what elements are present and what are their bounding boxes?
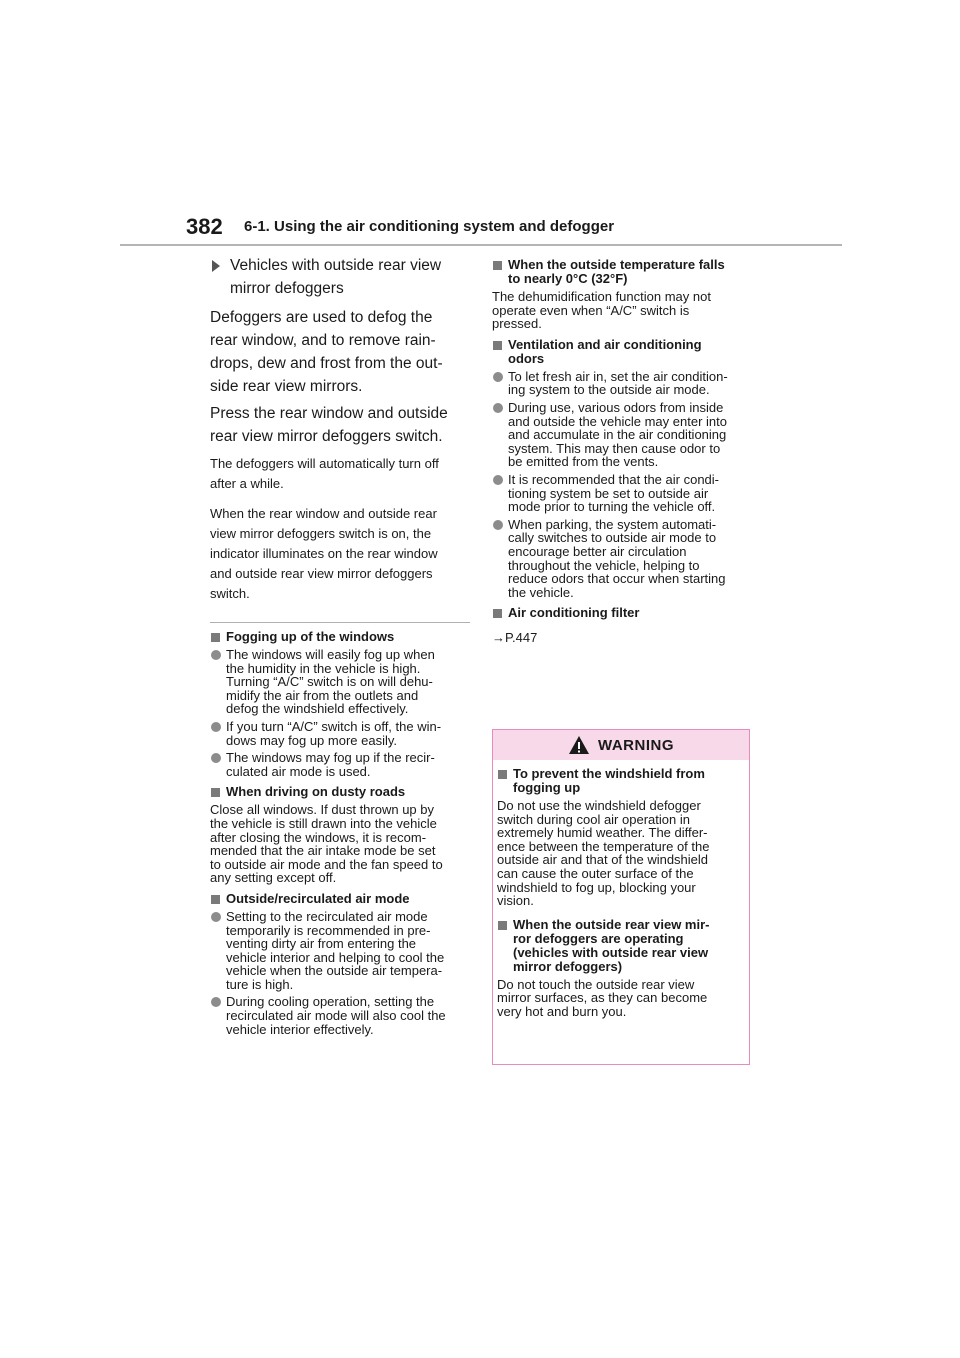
bullet-line: recirculated air mode will also cool the <box>226 1008 446 1024</box>
para-line: mended that the air intake mode be set <box>210 843 436 859</box>
square-marker-icon <box>493 261 502 270</box>
section-heading <box>497 918 745 974</box>
square-marker-icon <box>498 921 507 930</box>
intro-text <box>210 306 470 448</box>
list-item <box>210 751 470 778</box>
section-title <box>508 258 754 286</box>
bullet-line: venting dirty air from entering the <box>226 936 417 952</box>
para-line: Do not use the windshield defogger <box>497 798 701 813</box>
bullet-line: If you turn “A/C” switch is off, the win- <box>226 718 442 734</box>
paragraph <box>497 799 745 908</box>
square-marker-icon <box>493 609 502 618</box>
chapter-title: 6-1. Using the air conditioning system and defogger <box>244 218 615 235</box>
para-line: pressed. <box>492 316 542 332</box>
bullet-line: cally switches to outside air mode to <box>508 530 717 546</box>
intro-line: Defoggers are used to defog the <box>210 309 433 326</box>
square-marker-icon <box>211 788 220 797</box>
bullet-dot-icon <box>493 475 503 485</box>
bullet-line: temporarily is recommended in pre- <box>226 922 431 938</box>
para-line: operate even when “A/C” switch is <box>492 302 690 318</box>
para-line: the vehicle is still drawn into the vehicle <box>210 815 437 831</box>
bullet-dot-icon <box>211 753 221 763</box>
bullet-line: midify the air from the outlets and <box>226 687 419 703</box>
warning-triangle-icon <box>568 735 590 755</box>
heading-line: Vehicles with outside rear view <box>230 257 442 274</box>
warning-title: WARNING <box>598 736 674 754</box>
section-title <box>508 338 754 366</box>
para-line: windshield to fog up, blocking your <box>497 879 696 895</box>
square-marker-icon <box>493 341 502 350</box>
bullet-line: vehicle interior and helping to cool the <box>226 949 445 965</box>
bullet-line: and accumulate in the air conditioning <box>508 427 727 443</box>
para-line: very hot and burn you. <box>497 1003 627 1019</box>
note-line: after a while. <box>210 476 284 491</box>
square-marker-icon <box>211 633 220 642</box>
intro-line: drops, dew and frost from the out- <box>210 355 443 372</box>
section-title-line: mirror defoggers) <box>513 958 623 974</box>
bullet-line: It is recommended that the air condi- <box>508 471 719 487</box>
bullet-line: Turning “A/C” switch is on will dehu- <box>226 674 433 690</box>
note-indicator <box>210 504 470 604</box>
note-line: view mirror defoggers switch is on, the <box>210 526 432 541</box>
section-title <box>513 918 745 974</box>
section-title: Outside/recirculated air mode <box>226 890 410 906</box>
para-line: switch during cool air operation in <box>497 811 690 827</box>
section-title-line: fogging up <box>513 780 581 795</box>
bullet-line: Setting to the recirculated air mode <box>226 908 428 924</box>
bullet-line: tioning system be set to outside air <box>508 485 709 501</box>
bullet-line: and outside the vehicle may enter into <box>508 413 727 429</box>
section-heading <box>210 630 470 644</box>
bullet-line: ture is high. <box>226 976 294 992</box>
section-title: Air conditioning filter <box>508 605 640 621</box>
intro-line: rear window, and to remove rain- <box>210 332 436 349</box>
intro-line: Press the rear window and outside <box>210 405 448 422</box>
bullet-line: mode prior to turning the vehicle off. <box>508 499 716 515</box>
subsection-heading <box>210 254 470 300</box>
paragraph <box>492 290 754 331</box>
bullet-line: The windows may fog up if the recir- <box>226 750 435 766</box>
note-line: indicator illuminates on the rear window <box>210 546 438 561</box>
bullet-line: culated air mode is used. <box>226 763 371 779</box>
bullet-line: reduce odors that occur when starting <box>508 571 726 587</box>
bullet-dot-icon <box>211 997 221 1007</box>
para-line: mirror surfaces, as they can become <box>497 990 708 1006</box>
paragraph <box>497 978 745 1019</box>
section-title-line: When the outside rear view mir- <box>513 916 710 932</box>
bullet-line: system. This may then cause odor to <box>508 440 721 456</box>
bullet-line: be emitted from the vents. <box>508 454 659 470</box>
bullet-line: defog the windshield effectively. <box>226 701 409 717</box>
para-line: The dehumidification function may not <box>492 289 711 304</box>
para-line: vision. <box>497 893 534 909</box>
list-item <box>492 370 754 397</box>
square-marker-icon <box>498 770 507 779</box>
section-title-line: To prevent the windshield from <box>513 766 705 781</box>
note-line: The defoggers will automatically turn off <box>210 456 439 471</box>
bullet-line: When parking, the system automati- <box>508 516 717 532</box>
warning-header <box>493 730 749 760</box>
note-line: When the rear window and outside rear <box>210 506 437 521</box>
warning-box <box>492 729 750 1065</box>
paragraph <box>210 803 470 885</box>
bullet-line: ing system to the outside air mode. <box>508 382 710 398</box>
bullet-line: During use, various odors from inside <box>508 399 724 415</box>
intro-line: side rear view mirrors. <box>210 378 363 395</box>
para-line: to outside air mode and the fan speed to <box>210 856 443 872</box>
section-heading <box>497 767 745 795</box>
bullet-line: the humidity in the vehicle is high. <box>226 660 421 676</box>
bullet-line: dows may fog up more easily. <box>226 732 397 748</box>
square-marker-icon <box>211 895 220 904</box>
list-item <box>492 518 754 600</box>
para-line: ence between the temperature of the <box>497 838 710 854</box>
note-line: switch. <box>210 586 250 601</box>
section-title-line: to nearly 0°C (32°F) <box>508 271 628 286</box>
page-number: 382 <box>186 214 223 239</box>
bullet-line: the vehicle. <box>508 584 574 600</box>
section-title-line: odors <box>508 350 545 366</box>
section-title-line: When the outside temperature falls <box>508 257 725 272</box>
heading-line: mirror defoggers <box>230 280 344 297</box>
bullet-line: During cooling operation, setting the <box>226 994 435 1010</box>
left-column <box>210 254 470 1040</box>
para-line: any setting except off. <box>210 870 337 886</box>
header-rule <box>120 244 842 246</box>
list-item <box>210 910 470 992</box>
bullet-line: The windows will easily fog up when <box>226 647 435 662</box>
para-line: extremely humid weather. The differ- <box>497 825 708 841</box>
bullet-line: throughout the vehicle, helping to <box>508 557 700 573</box>
bullet-line: encourage better air circulation <box>508 543 687 559</box>
para-line: Do not touch the outside rear view <box>497 976 695 992</box>
note-auto-off <box>210 454 470 494</box>
bullet-dot-icon <box>211 912 221 922</box>
section-heading <box>210 785 470 799</box>
bullet-dot-icon <box>493 403 503 413</box>
para-line: Close all windows. If dust thrown up by <box>210 802 434 818</box>
bullet-line: vehicle interior effectively. <box>226 1021 374 1037</box>
intro-line: rear view mirror defoggers switch. <box>210 428 443 445</box>
section-heading <box>492 338 754 366</box>
para-line: after closing the windows, it is recom- <box>210 829 427 845</box>
list-item <box>210 995 470 1036</box>
bullet-dot-icon <box>211 722 221 732</box>
bullet-dot-icon <box>493 372 503 382</box>
list-item <box>210 720 470 747</box>
section-title-line: (vehicles with outside rear view <box>513 944 709 960</box>
section-heading <box>492 258 754 286</box>
section-title: Fogging up of the windows <box>226 629 395 644</box>
section-title <box>513 767 745 795</box>
list-item <box>492 401 754 469</box>
bullet-dot-icon <box>493 520 503 530</box>
warning-body <box>493 760 749 1019</box>
section-divider <box>210 622 470 623</box>
triangle-marker-icon <box>212 260 220 272</box>
section-title-line: Ventilation and air conditioning <box>508 336 702 352</box>
para-line: outside air and that of the windshield <box>497 852 709 868</box>
bullet-line: vehicle when the outside air tempera- <box>226 963 443 979</box>
bullet-line: To let fresh air in, set the air condition- <box>508 368 728 384</box>
note-line: and outside rear view mirror defoggers <box>210 566 433 581</box>
list-item <box>210 648 470 716</box>
page-reference-link[interactable]: →P.447 <box>492 630 538 646</box>
right-column <box>492 254 754 645</box>
bullet-dot-icon <box>211 650 221 660</box>
section-title: When driving on dusty roads <box>226 784 406 800</box>
section-heading <box>492 606 754 620</box>
page-header <box>0 0 960 250</box>
list-item <box>492 473 754 514</box>
section-title-line: ror defoggers are operating <box>513 930 684 946</box>
para-line: can cause the outer surface of the <box>497 865 694 881</box>
section-heading <box>210 892 470 906</box>
